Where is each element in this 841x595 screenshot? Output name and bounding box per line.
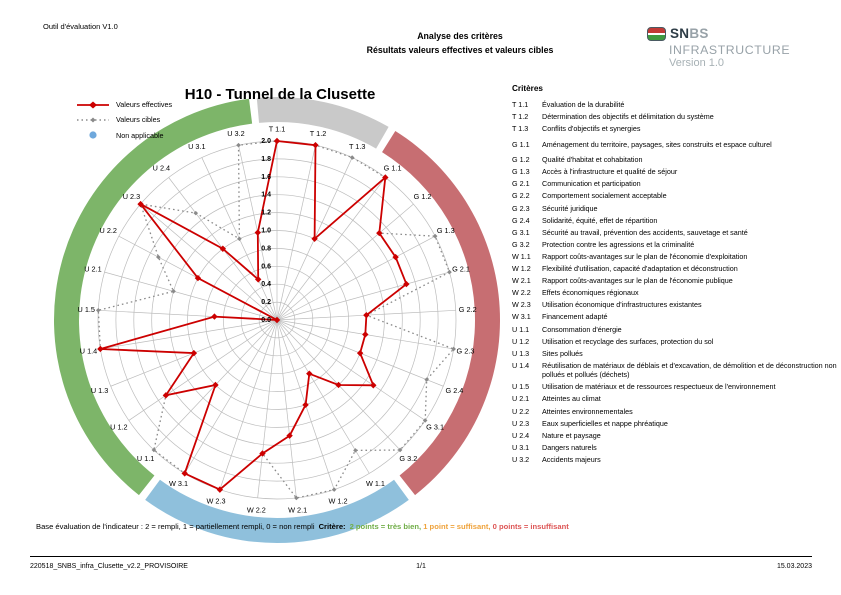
spoke-label: U 3.2 [227, 128, 245, 138]
cible-marker [96, 308, 101, 313]
criteria-label: Consommation d'énergie [542, 324, 622, 334]
axis-tick-label: 0.6 [261, 263, 271, 271]
critere-scale-segments [350, 522, 569, 531]
axis-tick-label: 1.2 [261, 209, 271, 217]
critere-note-label: Critère: [318, 522, 346, 531]
grid-spoke [220, 320, 277, 490]
criteria-row [512, 112, 838, 122]
logo-infrastructure: INFRASTRUCTURE [669, 42, 791, 57]
criteria-label: Utilisation et recyclage des surfaces, protection du sol [542, 336, 714, 346]
axis-tick-label: 1.4 [261, 191, 271, 199]
criteria-label: Dangers naturels [542, 442, 597, 452]
criteria-label: Détermination des objectifs et délimitation du système [542, 112, 714, 122]
criteria-label: Sites pollués [542, 348, 583, 358]
criteria-code: U 2.2 [512, 406, 530, 416]
effective-marker [306, 370, 312, 376]
cible-marker [236, 143, 241, 148]
axis-tick-label: 0.8 [261, 245, 271, 253]
criteria-code: W 3.1 [512, 312, 531, 322]
footer-date: 15.03.2023 [776, 563, 812, 570]
critere-scale-segment: 2 points = très bien, [349, 522, 424, 531]
criteria-label: Qualité d'habitat et cohabitation [542, 155, 643, 165]
criteria-row [512, 155, 838, 165]
spoke-label: G 3.2 [399, 454, 418, 464]
grid-spoke [277, 272, 449, 320]
legend-item-non-applicable [76, 130, 172, 140]
spoke-label: W 1.2 [328, 496, 348, 506]
criteria-code: G 1.1 [512, 139, 530, 149]
spoke-label: W 2.3 [206, 496, 226, 506]
grid-spoke [141, 204, 277, 320]
effective-marker [312, 142, 318, 148]
criteria-row [512, 264, 838, 274]
axis-tick-label: 0.0 [261, 317, 271, 324]
criteria-label: Utilisation de matériaux et de ressources respectueux de l'environnement [542, 382, 776, 392]
spoke-label: G 2.4 [445, 386, 464, 396]
legend-label-cibles: Valeurs cibles [116, 115, 161, 124]
legend-label-non-applicable: Non applicable [116, 130, 164, 140]
criteria-row [512, 407, 838, 417]
effective-marker [302, 402, 308, 408]
criteria-row [512, 228, 838, 238]
spoke-label: G 2.2 [458, 305, 477, 315]
snbs-logo [647, 26, 817, 69]
effective-line-icon [76, 101, 110, 109]
spoke-label: U 1.4 [79, 346, 98, 356]
cible-marker [332, 487, 337, 492]
legend-item-effectives [76, 100, 172, 109]
axis-tick-label: 0.2 [261, 299, 271, 307]
criteria-code: U 3.2 [512, 454, 530, 464]
criteria-label: Rapport coûts-avantages sur le plan de l'économie publique [542, 276, 733, 286]
footer-page-number: 1/1 [416, 563, 426, 570]
criteria-row [512, 276, 838, 286]
cible-marker [171, 289, 176, 294]
axis-tick-label: 2.0 [261, 138, 271, 145]
criteria-label: Accidents majeurs [542, 454, 601, 464]
criteria-label: Rapport coûts-avantages sur le plan de l'économie d'exploitation [542, 251, 748, 261]
criteria-code: U 1.2 [512, 336, 530, 346]
criteria-row [512, 431, 838, 441]
spoke-label: U 1.3 [90, 386, 109, 396]
criteria-row [512, 216, 838, 226]
criteria-label: Conflits d'objectifs et synergies [542, 124, 641, 134]
criteria-row [512, 325, 838, 335]
spoke-label: U 1.5 [77, 305, 96, 315]
criteria-row [512, 361, 838, 380]
legend-item-cibles [76, 115, 172, 124]
spoke-label: U 2.1 [84, 264, 102, 274]
criteria-panel [512, 84, 838, 467]
criteria-code: G 2.4 [512, 215, 530, 225]
criteria-label: Aménagement du territoire, paysages, sites construits et espace culturel [542, 139, 772, 149]
non-applicable-dot-icon [76, 130, 110, 140]
grid-spoke [277, 145, 315, 320]
criteria-code: G 1.3 [512, 167, 530, 177]
chart-title: H10 - Tunnel de la Clusette [184, 86, 376, 103]
criteria-label: Protection contre les agressions et la criminalité [542, 239, 695, 249]
criteria-label: Réutilisation de matériaux de déblais et d'excavation, de démolition et de déconstruction non pollués et pollués (déchets) [542, 360, 837, 380]
spoke-label: G 1.3 [436, 226, 455, 236]
criteria-code: T 1.3 [512, 124, 529, 134]
grid-spoke [277, 204, 413, 320]
spoke-label: U 1.2 [110, 422, 128, 432]
criteria-row [512, 204, 838, 214]
spoke-label: W 2.2 [246, 505, 266, 515]
criteria-row [512, 240, 838, 250]
criteria-code: G 3.1 [512, 227, 530, 237]
spoke-label: G 1.2 [413, 191, 432, 201]
domain-arc-W [145, 480, 409, 543]
criteria-row [512, 443, 838, 453]
criteria-code: U 1.1 [512, 324, 530, 334]
report-header [270, 30, 650, 57]
criteria-code: U 1.5 [512, 382, 530, 392]
base-evaluation-note: Base évaluation de l'indicateur : 2 = rempli, 1 = partiellement rempli, 0 = non rempli [36, 522, 315, 531]
criteria-code: T 1.1 [512, 100, 529, 109]
spoke-label: U 2.4 [152, 163, 171, 173]
criteria-row [512, 100, 838, 110]
axis-tick-label: 1.6 [261, 173, 271, 181]
criteria-label: Communication et participation [542, 179, 641, 189]
criteria-row [512, 140, 838, 150]
spoke-label: G 2.3 [456, 346, 475, 356]
criteria-code: W 2.2 [512, 288, 531, 298]
effective-marker [357, 350, 363, 356]
criteria-row [512, 300, 838, 310]
cible-marker [353, 448, 358, 453]
criteria-heading: Critères [512, 84, 543, 93]
criteria-label: Flexibilité d'utilisation, capacité d'adaptation et déconstruction [542, 264, 738, 274]
criteria-label: Accès à l'infrastructure et qualité de séjour [542, 167, 678, 177]
criteria-row [512, 455, 838, 465]
criteria-label: Sécurité au travail, prévention des accidents, sauvetage et santé [542, 227, 748, 237]
legend-label-effectives: Valeurs effectives [116, 100, 173, 109]
logo-version: Version 1.0 [669, 56, 725, 69]
criteria-row [512, 288, 838, 298]
effective-marker [211, 313, 217, 319]
page-footer [30, 556, 812, 570]
spoke-label: T 1.1 [268, 124, 286, 134]
criteria-label: Financement adapté [542, 312, 608, 322]
criteria-label: Atteintes au climat [542, 394, 601, 404]
criteria-row [512, 382, 838, 392]
criteria-code: U 2.4 [512, 430, 530, 440]
criteria-code: T 1.2 [512, 112, 529, 122]
axis-tick-label: 1.0 [261, 227, 271, 235]
effective-marker [362, 331, 368, 337]
spoke-label: G 1.1 [383, 163, 402, 173]
footer-filename: 220518_SNBS_infra_Clusette_v2.2_PROVISOIRE [30, 563, 188, 570]
header-title: Analyse des critères [417, 31, 503, 41]
axis-tick-label: 1.8 [261, 155, 271, 163]
spoke-label: G 2.1 [452, 264, 470, 274]
target-dotted-line-icon [76, 116, 110, 124]
criteria-code: G 1.2 [512, 155, 530, 165]
criteria-row [512, 179, 838, 189]
spoke-label: W 1.1 [365, 479, 386, 489]
criteria-label: Comportement socialement acceptable [542, 191, 667, 201]
chart-legend [76, 100, 172, 146]
criteria-code: G 2.3 [512, 203, 530, 213]
effective-marker [97, 346, 103, 352]
criteria-row [512, 312, 838, 322]
spoke-label: T 1.2 [309, 128, 327, 138]
grid-spoke [277, 236, 435, 320]
header-subtitle: Résultats valeurs effectives et valeurs cibles [366, 44, 554, 55]
criteria-code: W 1.2 [512, 264, 531, 274]
critere-scale-segment: 0 points = insuffisant [492, 522, 569, 531]
snbs-logo-icon [647, 27, 666, 41]
criteria-code: U 2.3 [512, 418, 530, 428]
critere-scale-segment: 1 point = suffisant, [423, 522, 493, 531]
radar-svg [30, 84, 510, 554]
spoke-label: W 2.1 [288, 505, 308, 515]
criteria-code: G 3.2 [512, 239, 530, 249]
criteria-label: Utilisation économique d'infrastructures existantes [542, 300, 702, 310]
spoke-label: U 3.1 [188, 142, 206, 152]
spoke-label: U 1.1 [136, 454, 155, 464]
cible-marker [237, 236, 242, 241]
cible-marker [156, 255, 161, 260]
criteria-row [512, 167, 838, 177]
effective-marker [274, 138, 280, 144]
effective-marker [255, 229, 261, 235]
criteria-code: U 3.1 [512, 442, 530, 452]
spoke-label: U 2.3 [122, 191, 141, 201]
criteria-label: Eaux superficielles et nappe phréatique [542, 418, 668, 428]
criteria-label: Solidarité, équité, effet de répartition [542, 215, 658, 225]
criteria-row [512, 349, 838, 359]
criteria-code: W 2.3 [512, 300, 531, 310]
criteria-row [512, 191, 838, 201]
criteria-code: G 2.1 [512, 179, 530, 189]
evaluation-notes [36, 522, 826, 531]
criteria-code: G 2.2 [512, 191, 530, 201]
criteria-label: Nature et paysage [542, 430, 601, 440]
cible-marker [447, 270, 452, 275]
criteria-label: Évaluation de la durabilité [542, 100, 625, 109]
criteria-code: U 2.1 [512, 394, 530, 404]
radar-chart-area [30, 84, 510, 554]
logo-wordmark: SNBS [670, 26, 709, 41]
criteria-code: W 1.1 [512, 251, 531, 261]
criteria-code: U 1.3 [512, 348, 530, 358]
axis-tick-label: 0.4 [261, 281, 271, 289]
effective-marker [370, 382, 376, 388]
criteria-row [512, 394, 838, 404]
tool-version-label: Outil d'évaluation V1.0 [43, 22, 118, 31]
spoke-label: T 1.3 [348, 142, 366, 152]
criteria-row [512, 337, 838, 347]
domain-arc-U [54, 99, 252, 495]
criteria-code: W 2.1 [512, 276, 531, 286]
grid-spoke [105, 272, 277, 320]
criteria-row [512, 124, 838, 134]
criteria-list [512, 100, 838, 464]
spoke-label: G 3.1 [426, 422, 445, 432]
criteria-label: Atteintes environnementales [542, 406, 633, 416]
criteria-code: U 1.4 [512, 360, 530, 370]
criteria-label: Sécurité juridique [542, 203, 598, 213]
criteria-row [512, 419, 838, 429]
criteria-label: Effets économiques régionaux [542, 288, 639, 298]
criteria-row [512, 252, 838, 262]
grid-spoke [277, 177, 385, 320]
spoke-label: U 2.2 [99, 226, 117, 236]
spoke-label: W 3.1 [168, 479, 189, 489]
